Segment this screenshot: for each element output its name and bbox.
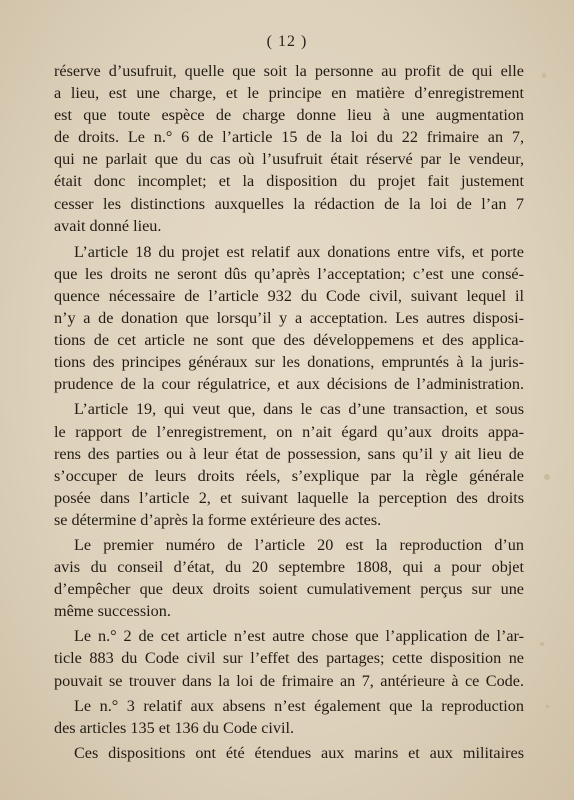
text-line: avait donné lieu. [54, 216, 162, 235]
text-line: des articles 135 et 136 du Code civil. [54, 718, 295, 737]
text-line: posée dans l’article 2, et suivant laquelle la perception des droits [54, 488, 524, 507]
text-line: Le premier numéro de l’article 20 est la reproduction d’un [74, 535, 524, 554]
text-line: s’occuper de leurs droits réels, s’explique par la règle générale [54, 466, 524, 485]
text-line: pouvait se trouver dans la loi de frimaire an 7, antérieure à ce Code. [54, 671, 524, 690]
paragraph [54, 742, 524, 764]
text-line: même succession. [54, 602, 171, 621]
paper-spot [542, 73, 546, 78]
text-line: n’y a de donation que lorsqu’il y a acceptation. Les autres disposi- [54, 309, 524, 328]
page-number: ( 12 ) [266, 33, 308, 50]
text-line: était donc incomplet; et la disposition du projet fait justement [54, 172, 524, 191]
text-line: tions des principes généraux sur les donations, empruntés à la juris- [54, 353, 524, 372]
paragraph [54, 625, 524, 691]
paragraph [54, 534, 524, 622]
paper-spot [544, 474, 550, 480]
paragraph [54, 398, 524, 531]
paragraph [54, 241, 524, 396]
text-line: avis du conseil d’état, du 20 septembre 1808, qui a pour objet [54, 558, 524, 577]
text-line: est que toute espèce de charge donne lieu à une augmentation [54, 106, 524, 125]
text-line: Ces dispositions ont été étendues aux marins et aux militaires [74, 743, 524, 762]
text-line: se détermine d’après la forme extérieure des actes. [54, 510, 382, 529]
text-line: que les droits ne seront dûs qu’après l’acceptation; c’est une consé- [54, 264, 524, 283]
text-line: qui ne parlait que du cas où l’usufruit était réservé par le vendeur, [54, 150, 524, 169]
paper-spot [540, 642, 544, 646]
text-line: d’empêcher que deux droits soient cumulativement perçus sur une [54, 580, 524, 599]
paper-spot [546, 705, 549, 708]
text-line: rens des parties ou à leur état de possession, sans qu’il y ait lieu de [54, 444, 524, 463]
text-line: réserve d’usufruit, quelle que soit la personne au profit de qui elle [54, 62, 524, 80]
paragraph [54, 60, 524, 237]
text-line: Le n.° 3 relatif aux absens n’est également que la reproduction [74, 696, 524, 715]
text-line: quence nécessaire de l’article 932 du Code civil, suivant lequel il [54, 286, 524, 305]
text-line: L’article 18 du projet est relatif aux donations entre vifs, et porte [74, 242, 524, 261]
paragraph [54, 695, 524, 739]
text-line: L’article 19, qui veut que, dans le cas d’une transaction, et sous [74, 400, 524, 419]
body-text [54, 60, 524, 764]
text-line: tions de cet article ne sont que des développemens et des applica- [54, 331, 524, 350]
text-line: a lieu, est une charge, et le principe en matière d’enregistrement [54, 84, 524, 103]
text-line: le rapport de l’enregistrement, on n’ait égard qu’aux droits appa- [54, 422, 524, 441]
text-line: Le n.° 2 de cet article n’est autre chose que l’application de l’ar- [74, 627, 524, 646]
text-line: prudence de la cour régulatrice, et aux décisions de l’administration. [54, 375, 524, 394]
text-line: cesser les distinctions auxquelles la rédaction de la loi de l’an 7 [54, 194, 524, 213]
text-line: de droits. Le n.° 6 de l’article 15 de la loi du 22 frimaire an 7, [54, 128, 524, 147]
text-line: ticle 883 du Code civil sur l’effet des partages; cette disposition ne [54, 649, 524, 668]
